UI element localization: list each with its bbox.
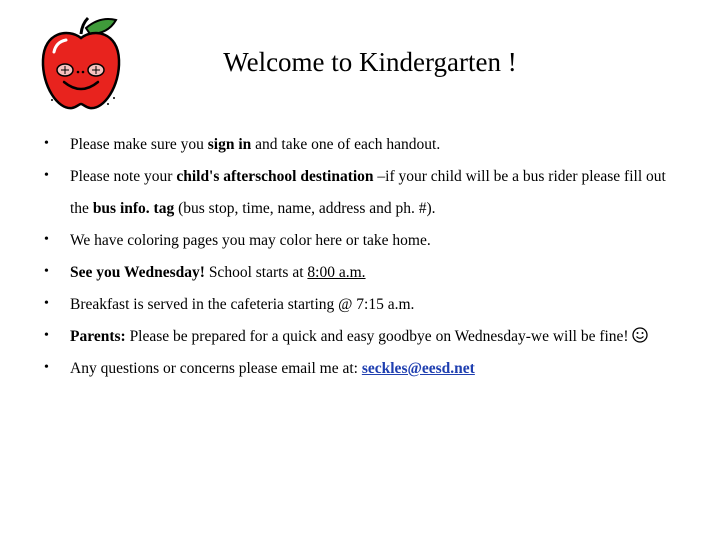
bullet-icon: •	[44, 296, 49, 311]
item-bold-text: bus info. tag	[92, 200, 175, 217]
list-item	[44, 257, 680, 289]
item-text: Please be prepared for a quick and easy goodbye on Wednesday-we will be fine!	[125, 328, 629, 345]
bullet-icon: •	[44, 232, 49, 247]
item-bold-text: sign in	[207, 136, 252, 153]
list-item	[44, 289, 680, 321]
item-text: School starts at	[204, 264, 308, 281]
item-underlined-text: 8:00 a.m.	[307, 264, 366, 281]
item-text: and take one of each handout.	[251, 136, 441, 153]
list-item	[44, 161, 680, 225]
item-text: We have coloring pages you may color here or take home.	[70, 232, 431, 249]
list-item	[44, 321, 680, 353]
item-text: (bus stop, time, name, address and ph. #).	[174, 200, 436, 217]
page-title: Welcome to Kindergarten !	[223, 47, 517, 77]
bullet-icon: •	[44, 360, 49, 375]
item-text: Please note your	[70, 168, 177, 185]
smiley-face-icon	[632, 327, 648, 343]
apple-clipart-icon	[38, 14, 124, 114]
bullet-icon: •	[44, 264, 49, 279]
item-bold-text: child's afterschool destination	[176, 168, 374, 185]
list-item	[44, 225, 680, 257]
bullet-icon: •	[44, 168, 49, 183]
item-text: Breakfast is served in the cafeteria starting @ 7:15 a.m.	[70, 296, 415, 313]
list-item	[44, 353, 680, 385]
email-link[interactable]: seckles@eesd.net	[361, 360, 475, 377]
list-item	[44, 129, 680, 161]
item-bold-text: Parents:	[70, 328, 126, 345]
bullet-icon: •	[44, 328, 49, 343]
item-bold-text: See you Wednesday!	[70, 264, 205, 281]
item-text: Please make sure you	[70, 136, 208, 153]
bullet-list	[44, 129, 680, 385]
item-text: Any questions or concerns please email me at:	[70, 360, 362, 377]
bullet-icon: •	[44, 136, 49, 151]
item-text: –if your child will be a bus rider please fill out the	[70, 168, 666, 217]
